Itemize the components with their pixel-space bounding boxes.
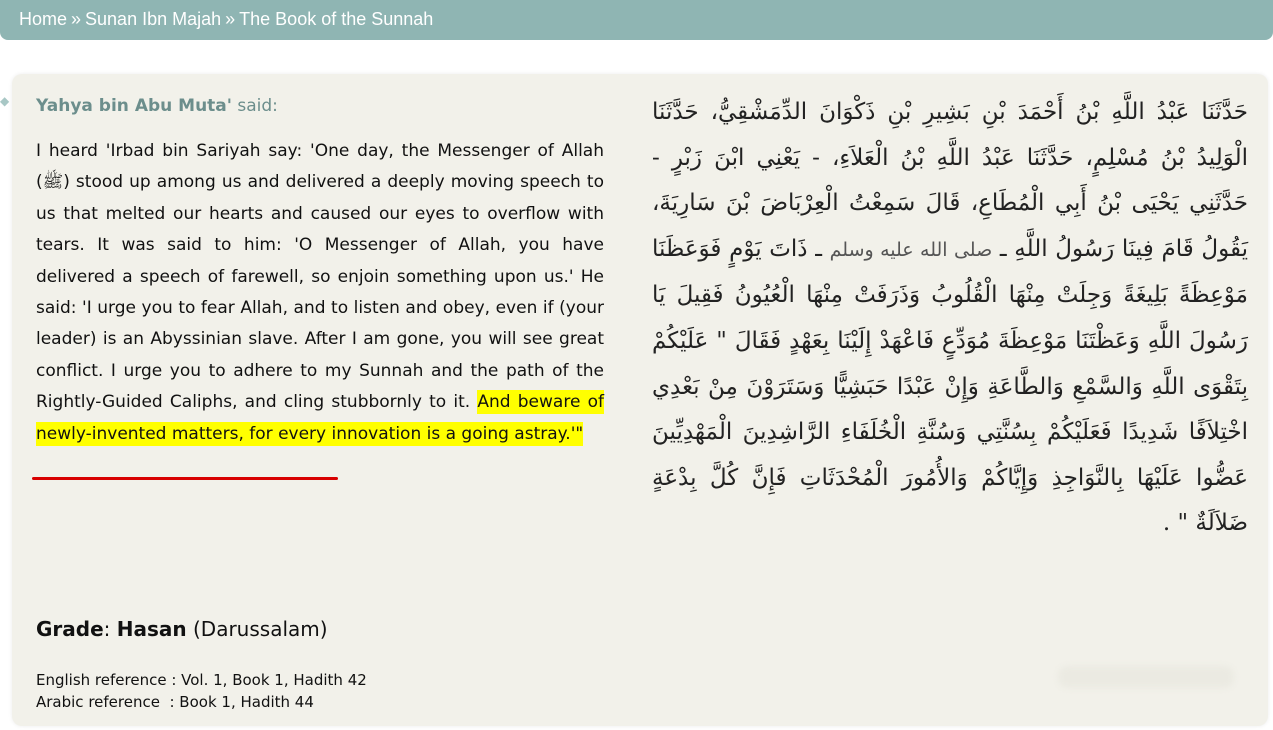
arabic-reference: Arabic reference : Book 1, Hadith 44 — [36, 693, 314, 711]
share-links-blurred — [1058, 666, 1234, 688]
hadith-grade — [36, 617, 328, 641]
breadcrumb-collection-link[interactable]: Sunan Ibn Majah — [85, 9, 222, 29]
grade-colon: : — [103, 617, 117, 641]
hadith-narrator — [36, 96, 278, 116]
breadcrumb-home-link[interactable]: Home — [19, 9, 68, 29]
narrator-said: said: — [231, 96, 278, 116]
arabic-text-part2: ـ ذَاتَ يَوْمٍ فَوَعَظَنَا مَوْعِظَةً بَلِيغَةً وَجِلَتْ مِنْهَا الْقُلُوبُ وَذَرَفَتْ مِنْهَا الْعُيُونُ فَقِيلَ يَا رَسُولَ اللَّهِ وَعَظْتَنَا مَوْعِظَةَ مُوَدِّعٍ فَاعْهَدْ إِلَيْنَا بِعَهْدٍ فَقَالَ " عَلَيْكُمْ بِتَقْوَى اللَّهِ وَالسَّمْعِ وَالطَّاعَةِ وَإِنْ عَبْدًا حَبَشِيًّا وَسَتَرَوْنَ مِنْ بَعْدِي اخْتِلاَفًا شَدِيدًا فَعَلَيْكُمْ بِسُنَّتِي وَسُنَّةِ الْخُلَفَاءِ الرَّاشِدِينَ الْمَهْدِيِّينَ عَضُّوا عَلَيْهَا بِالنَّوَاجِذِ وَإِيَّاكُمْ وَالأُمُورَ الْمُحْدَثَاتِ فَإِنَّ كُلَّ بِدْعَةٍ ضَلاَلَةٌ " . — [652, 235, 1248, 537]
hadith-arabic-text — [652, 90, 1248, 547]
grade-source: (Darussalam) — [186, 617, 328, 641]
hadith-english-text — [36, 136, 604, 450]
breadcrumb-book-link[interactable]: The Book of the Sunnah — [239, 9, 434, 29]
highlighted-text: And beware of newly-invented matters, for every innovation is a going astray.'" — [36, 392, 604, 444]
narrator-name: Yahya bin Abu Muta' — [36, 96, 232, 116]
arabic-text-part1: حَدَّثَنَا عَبْدُ اللَّهِ بْنُ أَحْمَدَ بْنِ بَشِيرِ بْنِ ذَكْوَانَ الدِّمَشْقِيُّ، حَدَّثَنَا الْوَلِيدُ بْنُ مُسْلِمٍ، حَدَّثَنَا عَبْدُ اللَّهِ بْنُ الْعَلاَءِ، - يَعْنِي ابْنَ زَبْرٍ - حَدَّثَنِي يَحْيَى بْنُ أَبِي الْمُطَاعِ، قَالَ سَمِعْتُ الْعِرْبَاضَ بْنَ سَارِيَةَ، يَقُولُ قَامَ فِينَا رَسُولُ اللَّهِ ـ — [652, 99, 1249, 262]
bookmark-edge-icon[interactable]: ◆ — [0, 94, 10, 108]
breadcrumb-separator: » — [71, 9, 82, 29]
red-underline-annotation — [32, 477, 338, 480]
grade-value: Hasan — [116, 617, 187, 641]
english-reference: English reference : Vol. 1, Book 1, Hadith 42 — [36, 671, 367, 689]
arabic-salutation: صلى الله عليه وسلم — [829, 238, 993, 261]
grade-label: Grade — [36, 617, 104, 641]
english-text-body: I heard 'Irbad bin Sariyah say: 'One day, the Messenger of Allah (ﷺ) stood up among us and delivered a deeply moving speech to us that melted our hearts and caused our eyes to overflow with tears. It was said to him: 'O Messenger of Allah, you have delivered a speech of farewell, so enjoin something upon us.' He said: 'I urge you to fear Allah, and to listen and obey, even if (your leader) is an Abyssinian slave. After I am gone, you will see great conflict. I urge you to adhere to my Sunnah and the path of the Rightly-Guided Caliphs, and cling stubbornly to it. — [36, 141, 604, 413]
hadith-references — [36, 669, 367, 713]
breadcrumb — [0, 0, 1273, 40]
breadcrumb-separator: » — [225, 9, 236, 29]
